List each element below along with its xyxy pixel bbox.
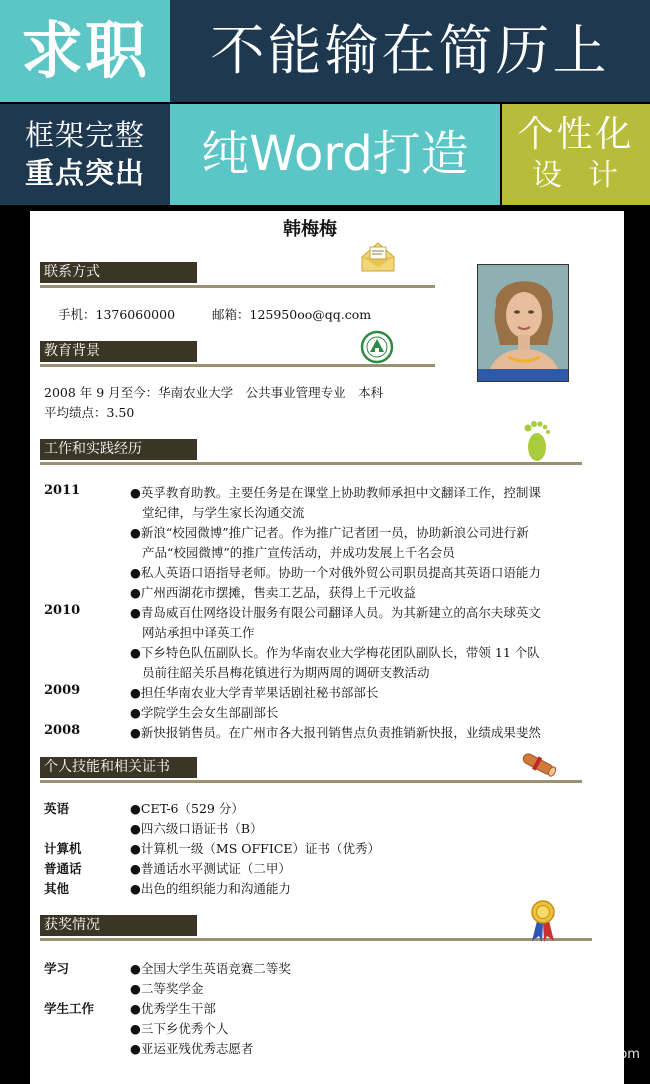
section-divider — [40, 780, 582, 783]
section-skills — [40, 757, 197, 778]
envelope-icon — [358, 237, 398, 277]
experience-line: ●担任华南农业大学青苹果话剧社秘书部部长 — [130, 685, 379, 700]
experience-line: ●下乡特色队伍副队长。作为华南农业大学梅花团队副队长，带领 11 个队 — [130, 645, 540, 660]
award-line: ●亚运亚残优秀志愿者 — [130, 1041, 254, 1056]
experience-line: ●新快报销售员。在广州市各大报刊销售点负责推销新快报，业绩成果斐然 — [130, 725, 541, 740]
experience-line: ●学院学生会女生部副部长 — [130, 705, 279, 720]
contact-phone: 手机：1376060000 — [58, 307, 176, 322]
section-education — [40, 341, 197, 362]
experience-line: 网站承担中译英工作 — [142, 625, 255, 640]
award-line: ●三下乡优秀个人 — [130, 1021, 229, 1036]
education-gpa: 平均绩点：3.50 — [44, 405, 135, 420]
skill-line: ●出色的组织能力和沟通能力 — [130, 881, 291, 896]
skill-line: ●CET-6（529 分） — [130, 801, 244, 816]
award-line: ●全国大学生英语竞赛二等奖 — [130, 961, 291, 976]
banner-title-left: 求职 — [0, 0, 170, 102]
banner-title-right: 不能输在简历上 — [170, 0, 650, 102]
experience-year: 2011 — [44, 483, 81, 498]
skill-line: ●普通话水平测试证（二甲） — [130, 861, 291, 876]
resume-name: 韩梅梅 — [283, 219, 337, 240]
experience-line: 产品“校园微博”的推广宣传活动，并成功发展上千名会员 — [142, 545, 455, 560]
award-line: ●优秀学生干部 — [130, 1001, 216, 1016]
experience-year: 2009 — [44, 683, 81, 698]
portrait-image — [478, 265, 569, 382]
profile-photo — [477, 264, 569, 382]
section-skills-title: 个人技能和相关证书 — [40, 757, 197, 778]
skill-line: ●计算机一级（MS OFFICE）证书（优秀） — [130, 841, 380, 856]
watermark-brand: Bai经验 — [520, 1018, 611, 1046]
baidu-jingyan-watermark — [520, 1012, 640, 1062]
section-awards — [40, 915, 197, 936]
experience-line: ●私人英语口语指导老师。协助一个对俄外贸公司职员提高其英语口语能力 — [130, 565, 541, 580]
section-divider — [40, 285, 435, 288]
section-education-title: 教育背景 — [40, 341, 197, 362]
promo-banner — [0, 0, 650, 205]
banner-feature-structure-line1: 框架完整 — [24, 118, 145, 152]
skill-label: 其他 — [44, 881, 70, 896]
skill-line: ●四六级口语证书（B） — [130, 821, 263, 836]
experience-year: 2008 — [44, 723, 81, 738]
skill-label: 计算机 — [44, 841, 82, 856]
award-line: ●二等奖学金 — [130, 981, 204, 996]
section-experience — [40, 439, 197, 460]
footprint-icon — [522, 419, 552, 463]
university-emblem-icon — [360, 330, 394, 364]
banner-feature-design — [502, 104, 650, 205]
banner-feature-structure — [0, 104, 170, 205]
banner-feature-design-line1: 个性化 — [517, 114, 635, 155]
experience-line: 堂纪律，与学生家长沟通交流 — [142, 505, 305, 520]
experience-year: 2010 — [44, 603, 81, 618]
section-experience-title: 工作和实践经历 — [40, 439, 197, 460]
award-label: 学生工作 — [44, 1001, 95, 1016]
experience-line: ●英孚教育助教。主要任务是在课堂上协助教师承担中文翻译工作，控制课 — [130, 485, 541, 500]
contact-email: 邮箱：125950oo@qq.com — [212, 307, 372, 322]
resume-page — [30, 211, 624, 1084]
section-contact-title: 联系方式 — [40, 262, 197, 283]
banner-feature-design-line2: 设计 — [532, 158, 644, 193]
experience-line: ●广州西湖花市摆摊，售卖工艺品，获得上千元收益 — [130, 585, 416, 600]
section-divider — [40, 462, 582, 465]
award-medal-icon — [528, 899, 558, 943]
watermark-url: jingyan.baidu.com — [520, 1047, 640, 1062]
education-line1: 2008 年 9 月至今：华南农业大学 公共事业管理专业 本科 — [44, 385, 384, 400]
banner-feature-word: 纯Word打造 — [170, 104, 500, 205]
section-awards-title: 获奖情况 — [40, 915, 197, 936]
diploma-scroll-icon — [518, 746, 558, 782]
experience-line: 员前往韶关乐昌梅花镇进行为期两周的调研支教活动 — [142, 665, 430, 680]
section-divider — [40, 938, 592, 941]
section-divider — [40, 364, 435, 367]
banner-feature-structure-line2: 重点突出 — [24, 156, 145, 190]
experience-line: ●新浪“校园微博”推广记者。作为推广记者团一员，协助新浪公司进行新 — [130, 525, 529, 540]
section-contact — [40, 262, 197, 283]
skill-label: 普通话 — [44, 861, 82, 876]
experience-line: ●青岛威百仕网络设计服务有限公司翻译人员。为其新建立的高尔夫球英文 — [130, 605, 541, 620]
award-label: 学习 — [44, 961, 70, 976]
skill-label: 英语 — [44, 801, 70, 816]
